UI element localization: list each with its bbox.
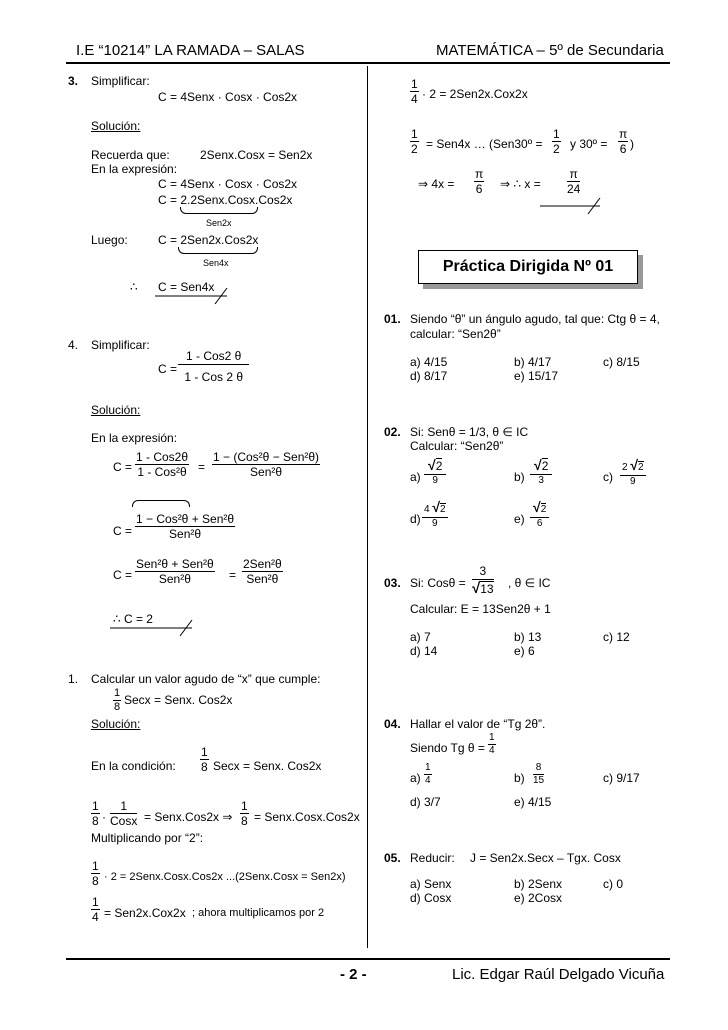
p3-line2: C = 2.2Senx.Cosx.Cos2x	[158, 193, 293, 207]
q05-option-a: a) Senx	[410, 877, 452, 891]
q03-option-c: c) 12	[603, 630, 630, 644]
q04-frac: $\frac{1}{4}$	[489, 732, 495, 756]
q04-option-b-label: b)	[514, 771, 525, 785]
cont-line2c: )	[630, 137, 634, 151]
practice-title: Práctica Dirigida Nº 01	[418, 250, 638, 284]
p4-label: Simplificar:	[91, 338, 150, 352]
q01-option-a: a) 4/15	[410, 355, 448, 369]
p4-frac-d: Sen²θ + Sen²θ Sen²θ	[136, 557, 214, 586]
cont-line2b: y 30º =	[570, 137, 608, 151]
q02-option-c-label: c)	[603, 470, 613, 484]
p3-therefore: ∴	[130, 280, 138, 294]
p4-c3: C =	[113, 568, 133, 582]
cont-frac-half: $\frac{1}{2}$	[553, 127, 560, 156]
p1-label: Calcular un valor agudo de “x” que cumple:	[91, 672, 321, 686]
q01-option-d: d) 8/17	[410, 369, 448, 383]
q02-option-d-label: d)	[410, 512, 421, 526]
p4-solution-label: Solución:	[91, 403, 141, 417]
p1-number: 1.	[68, 672, 79, 686]
q01-option-c: c) 8/15	[603, 355, 640, 369]
p4-eq1: =	[198, 460, 206, 474]
header-rule	[66, 62, 670, 64]
q01-option-b: b) 4/17	[514, 355, 552, 369]
p1-condition2: Secx = Senx. Cos2x	[213, 759, 322, 773]
q04-option-d: d) 3/7	[410, 795, 441, 809]
p1-en-condicion: En la condición:	[91, 759, 176, 773]
q04-option-e: e) 4/15	[514, 795, 552, 809]
p3-result: C = Sen4x	[158, 280, 215, 294]
footer-author: Lic. Edgar Raúl Delgado Vicuña	[452, 966, 665, 983]
cont-end-mark	[540, 196, 606, 216]
q02-text2: Calcular: “Sen2θ”	[410, 439, 504, 453]
p4-end-mark	[110, 618, 200, 638]
cont-line3b: ⇒ ∴ x =	[500, 177, 541, 191]
q04-option-b-frac: $\frac{8}{15}$	[533, 762, 545, 786]
q03-text1b: , θ ∈ IC	[508, 576, 551, 590]
p1-frac-1-cosx: 1 Cosx	[110, 799, 138, 828]
p3-label: Simplificar:	[91, 74, 150, 88]
p4-expr: En la expresión:	[91, 431, 178, 445]
p1-frac-cond: $\frac{1}{8}$	[114, 687, 121, 713]
p4-fraction: 1 - Cos2 θ 1 - Cos 2 θ	[178, 350, 249, 383]
header-school: I.E “10214” LA RAMADA – SALAS	[76, 42, 305, 59]
q04-option-a-frac: $\frac{1}{4}$	[425, 762, 431, 786]
p1-mult: Multiplicando por “2”:	[91, 831, 204, 845]
q02-option-e-label: e)	[514, 512, 525, 526]
q03-number: 03.	[384, 576, 401, 590]
q01-text2: calcular: “Sen2θ”	[410, 327, 501, 341]
q02-option-b-frac: √2 3	[530, 458, 552, 486]
p1-line2: · 2 = 2Senx.Cosx.Cos2x ...(2Senx.Cosx = Sen2x)	[104, 871, 346, 883]
p3-equation: C = 4Senx · Cosx · Cos2x	[158, 90, 298, 104]
q04-text2: Siendo Tg θ =	[410, 741, 485, 755]
cont-line1: · 2 = 2Sen2x.Cox2x	[422, 87, 528, 101]
p3-identity: 2Senx.Cosx = Sen2x	[200, 148, 313, 162]
cont-frac-pi-6b: $\frac{\pi}{6}$	[475, 167, 484, 196]
p3-brace2	[178, 247, 258, 254]
cont-frac-pi-6: $\frac{\pi}{6}$	[619, 127, 628, 156]
p4-frac-e: 2Sen²θ Sen²θ	[243, 557, 282, 586]
q05-option-c: c) 0	[603, 877, 624, 891]
p1-frac-1-8: $\frac{1}{8}$	[92, 799, 99, 828]
q02-text1: Si: Senθ = 1/3, θ ∈ IC	[410, 425, 529, 439]
p4-frac-b: 1 − (Cos²θ − Sen²θ) Sen²θ	[213, 450, 320, 479]
p1-line3b: ; ahora multiplicamos por 2	[192, 907, 325, 919]
p4-frac-c: 1 − Cos²θ + Sen²θ Sen²θ	[136, 512, 235, 541]
p3-line3: C = 2Sen2x.Cos2x	[158, 233, 259, 247]
p1-frac-1-8c: $\frac{1}{8}$	[92, 859, 99, 888]
p4-c2: C =	[113, 524, 133, 538]
p4-eq2: =	[229, 568, 237, 582]
q02-number: 02.	[384, 425, 401, 439]
q05-option-e: e) 2Cosx	[514, 891, 563, 905]
p4-number: 4.	[68, 338, 79, 352]
p3-line1: C = 4Senx · Cosx · Cos2x	[158, 177, 298, 191]
p1-line3a: = Sen2x.Cox2x	[104, 906, 186, 920]
q02-option-c-frac: $\frac{2 √2}{9}$	[622, 457, 644, 487]
q01-text1: Siendo “θ” un ángulo agudo, tal que: Ctg θ = 4,	[410, 312, 660, 326]
p1-frac-1-8b: $\frac{1}{8}$	[241, 799, 248, 828]
q05-option-d: d) Cosx	[410, 891, 452, 905]
q03-option-e: e) 6	[514, 644, 535, 658]
p4-brace-top	[132, 500, 190, 507]
p1-condition: Secx = Senx. Cos2x	[124, 693, 233, 707]
q02-option-d-frac: $\frac{4 √2}{9}$	[424, 499, 446, 529]
p3-solution-label: Solución:	[91, 119, 141, 133]
q02-option-a-frac: √2 9	[424, 458, 446, 486]
q05-number: 05.	[384, 851, 401, 865]
p1-frac-cond2: $\frac{1}{8}$	[201, 745, 208, 774]
p3-recuerda: Recuerda que:	[91, 148, 170, 162]
p4-c1: C =	[113, 460, 133, 474]
footer-page-number: - 2 -	[340, 966, 367, 983]
p1-line1b: = Senx.Cos2x ⇒	[144, 810, 233, 824]
p3-brace1-label: Sen2x	[206, 218, 232, 228]
q02-option-a-label: a)	[410, 470, 421, 484]
q03-frac: $\frac{3}{√13}$	[472, 564, 494, 597]
q01-option-e: e) 15/17	[514, 369, 559, 383]
p4-c: C =	[158, 362, 178, 376]
cont-frac-1-2: $\frac{1}{2}$	[411, 127, 418, 156]
p3-brace1	[180, 207, 258, 214]
column-divider	[367, 66, 368, 948]
cont-line3a: ⇒ 4x =	[418, 177, 455, 191]
q04-option-c: c) 9/17	[603, 771, 640, 785]
q01-number: 01.	[384, 312, 401, 326]
cont-frac-1-4: $\frac{1}{4}$	[411, 77, 418, 106]
q05-option-b: b) 2Senx	[514, 877, 563, 891]
cont-frac-pi-24: $\frac{\pi}{24}$	[567, 167, 581, 196]
p1-dot: ·	[102, 810, 106, 824]
p3-luego: Luego:	[91, 233, 128, 247]
q03-option-b: b) 13	[514, 630, 542, 644]
p3-brace2-label: Sen4x	[203, 258, 229, 268]
p1-frac-1-4: $\frac{1}{4}$	[92, 895, 99, 924]
q03-text2: Calcular: E = 13Sen2θ + 1	[410, 602, 551, 616]
q04-number: 04.	[384, 717, 401, 731]
q02-option-e-frac: $\frac{√2}{6}$	[530, 500, 549, 529]
footer-rule	[66, 958, 670, 960]
q04-text1: Hallar el valor de “Tg 2θ”.	[410, 717, 546, 731]
p3-number: 3.	[68, 74, 79, 88]
p1-line1c: = Senx.Cosx.Cos2x	[254, 810, 360, 824]
p3-expr: En la expresión:	[91, 162, 178, 176]
q03-option-a: a) 7	[410, 630, 431, 644]
p4-frac-a: 1 - Cos2θ 1 - Cos²θ	[136, 450, 189, 479]
q05-label: Reducir:	[410, 851, 455, 865]
p3-end-mark	[155, 286, 235, 306]
q03-text1: Si: Cosθ =	[410, 576, 466, 590]
q03-option-d: d) 14	[410, 644, 438, 658]
q02-option-b-label: b)	[514, 470, 525, 484]
header-subject: MATEMÁTICA – 5º de Secundaria	[436, 42, 664, 59]
p1-solution-label: Solución:	[91, 717, 141, 731]
p4-result: ∴ C = 2	[113, 612, 153, 626]
q04-option-a-label: a)	[410, 771, 421, 785]
q05-equation: J = Sen2x.Secx – Tgx. Cosx	[470, 851, 621, 865]
cont-line2: = Sen4x … (Sen30º =	[426, 137, 543, 151]
